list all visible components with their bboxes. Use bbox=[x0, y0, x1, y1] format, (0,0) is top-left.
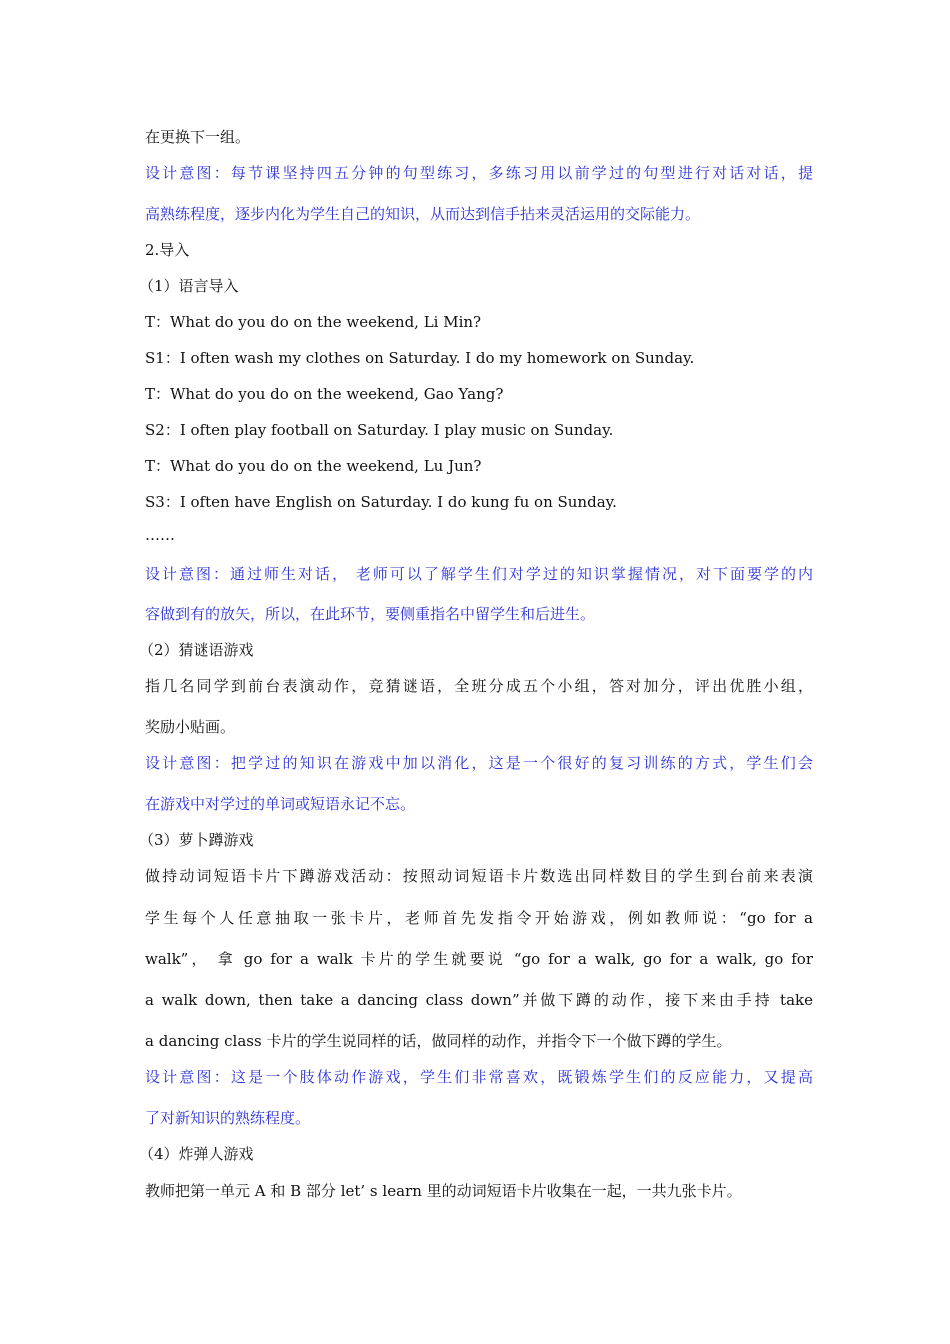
design-intent-line: 容做到有的放矢，所以，在此环节，要侧重指名中留学生和后进生。 bbox=[145, 605, 596, 623]
dialogue-line: S3：I often have English on Saturday. I do kung fu on Sunday. bbox=[145, 493, 617, 511]
design-intent-line: 在游戏中对学过的单词或短语永记不忘。 bbox=[145, 795, 416, 813]
text-line: a dancing class 卡片的学生说同样的话，做同样的动作，并指令下一个做下蹲的学生。 bbox=[145, 1032, 732, 1050]
subsection-heading: （2）猜谜语游戏 bbox=[139, 641, 254, 659]
text-line: 做持动词短语卡片下蹲游戏活动：按照动词短语卡片数选出同样数目的学生到台前来表演 bbox=[145, 867, 813, 885]
dialogue-line: T：What do you do on the weekend, Gao Yang? bbox=[145, 385, 504, 403]
text-line: 指几名同学到前台表演动作，竞猜谜语，全班分成五个小组，答对加分，评出优胜小组， bbox=[145, 677, 813, 695]
design-intent-line: 高熟练程度，逐步内化为学生自己的知识，从而达到信手拈来灵活运用的交际能力。 bbox=[145, 205, 701, 223]
design-intent-line: 设计意图：这是一个肢体动作游戏，学生们非常喜欢，既锻炼学生们的反应能力，又提高 bbox=[145, 1068, 813, 1086]
dialogue-line: T：What do you do on the weekend, Li Min? bbox=[145, 313, 482, 331]
text-line: 教师把第一单元 A 和 B 部分 let’ s learn 里的动词短语卡片收集在一起，一共九张卡片。 bbox=[145, 1182, 742, 1200]
design-intent-line: 设计意图：每节课坚持四五分钟的句型练习，多练习用以前学过的句型进行对话对话，提 bbox=[145, 164, 813, 182]
text-line: 学生每个人任意抽取一张卡片，老师首先发指令开始游戏，例如教师说：“go for a bbox=[145, 909, 813, 927]
subsection-heading: （4）炸弹人游戏 bbox=[139, 1145, 254, 1163]
dialogue-line: S1：I often wash my clothes on Saturday. I do my homework on Sunday. bbox=[145, 349, 695, 367]
text-line: 奖励小贴画。 bbox=[145, 718, 236, 736]
dialogue-line: S2：I often play football on Saturday. I play music on Sunday. bbox=[145, 421, 614, 439]
text-line: walk”， 拿 go for a walk 卡片的学生就要说 “go for a walk, go for a walk, go for bbox=[145, 950, 813, 968]
dialogue-line: T：What do you do on the weekend, Lu Jun? bbox=[145, 457, 482, 475]
design-intent-line: 设计意图：通过师生对话， 老师可以了解学生们对学过的知识掌握情况，对下面要学的内 bbox=[145, 565, 813, 583]
section-heading: 2.导入 bbox=[145, 241, 190, 259]
design-intent-line: 了对新知识的熟练程度。 bbox=[145, 1109, 311, 1127]
design-intent-line: 设计意图：把学过的知识在游戏中加以消化，这是一个很好的复习训练的方式，学生们会 bbox=[145, 754, 813, 772]
text-line: 在更换下一组。 bbox=[145, 128, 251, 146]
text-line: a walk down, then take a dancing class down”并做下蹲的动作，接下来由手持 take bbox=[145, 991, 813, 1009]
subsection-heading: （3）萝卜蹲游戏 bbox=[139, 831, 254, 849]
ellipsis: …… bbox=[145, 526, 175, 544]
subsection-heading: （1）语言导入 bbox=[139, 277, 239, 295]
